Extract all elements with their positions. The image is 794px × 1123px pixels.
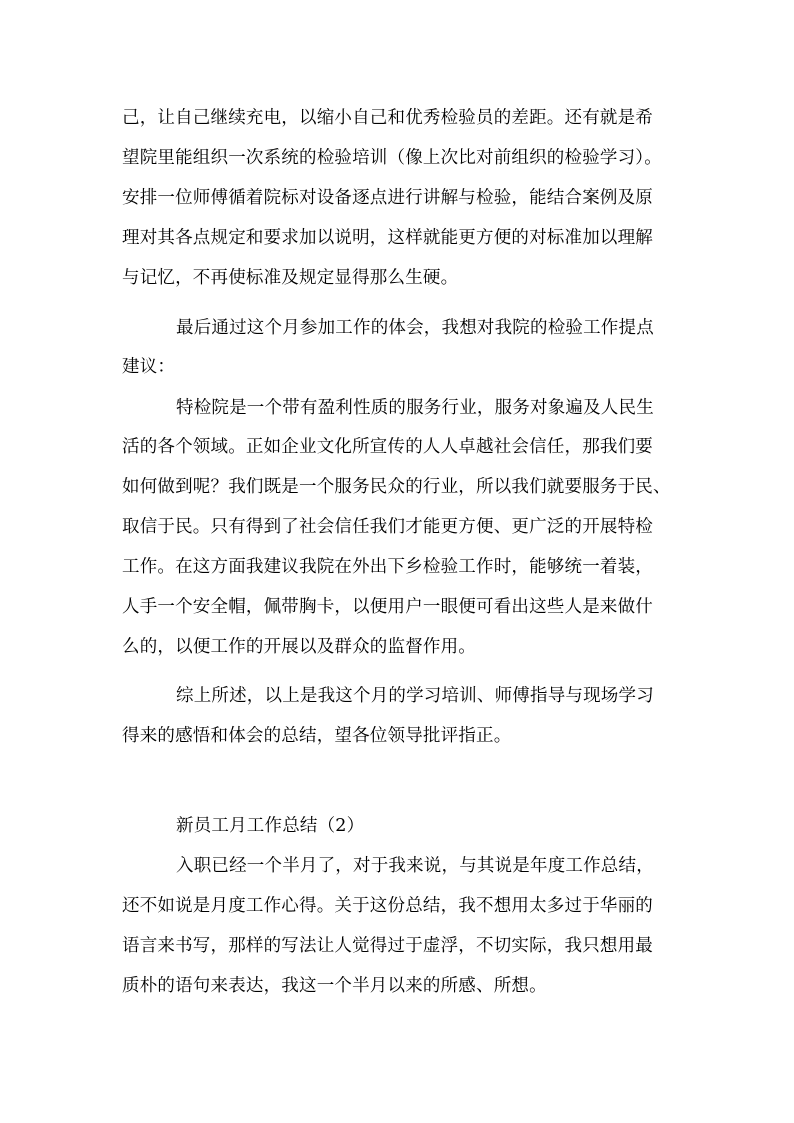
text-line: 得来的感悟和体会的总结，望各位领导批评指正。 xyxy=(122,726,512,746)
text-line: 与记忆，不再使标准及规定显得那么生硬。 xyxy=(122,268,459,288)
text-line: 取信于民。只有得到了社会信任我们才能更方便、更广泛的开展特检 xyxy=(122,517,653,537)
text-line: 己，让自己继续充电，以缩小自己和优秀检验员的差距。还有就是希 xyxy=(122,108,653,128)
text-line: 建议： xyxy=(122,357,176,377)
text-line: 望院里能组织一次系统的检验培训（像上次比对前组织的检验学习）。 xyxy=(122,148,662,168)
section-heading: 新员工月工作总结（2） xyxy=(176,816,365,836)
text-line: 入职已经一个半月了，对于我来说，与其说是年度工作总结， xyxy=(176,856,654,876)
text-line: 工作。在这方面我建议我院在外出下乡检验工作时，能够统一着装， xyxy=(122,557,653,577)
text-line: 如何做到呢？我们既是一个服务民众的行业，所以我们就要服务于民、 xyxy=(122,477,671,497)
text-line: 还不如说是月度工作心得。关于这份总结，我不想用太多过于华丽的 xyxy=(122,896,653,916)
text-line: 么的，以便工作的开展以及群众的监督作用。 xyxy=(122,637,476,657)
text-line: 人手一个安全帽，佩带胸卡，以便用户一眼便可看出这些人是来做什 xyxy=(122,597,653,617)
text-line: 综上所述，以上是我这个月的学习培训、师傅指导与现场学习 xyxy=(176,686,654,706)
text-line: 安排一位师傅循着院标对设备逐点进行讲解与检验，能结合案例及原 xyxy=(122,188,653,208)
text-line: 特检院是一个带有盈利性质的服务行业，服务对象遍及人民生 xyxy=(176,398,654,418)
text-line: 质朴的语句来表达，我这一个半月以来的所感、所想。 xyxy=(122,976,547,996)
text-line: 最后通过这个月参加工作的体会，我想对我院的检验工作提点 xyxy=(176,318,654,338)
text-line: 理对其各点规定和要求加以说明，这样就能更方便的对标准加以理解 xyxy=(122,228,653,248)
text-line: 活的各个领域。正如企业文化所宣传的人人卓越社会信任，那我们要 xyxy=(122,437,653,457)
text-line: 语言来书写，那样的写法让人觉得过于虚浮，不切实际，我只想用最 xyxy=(122,936,653,956)
